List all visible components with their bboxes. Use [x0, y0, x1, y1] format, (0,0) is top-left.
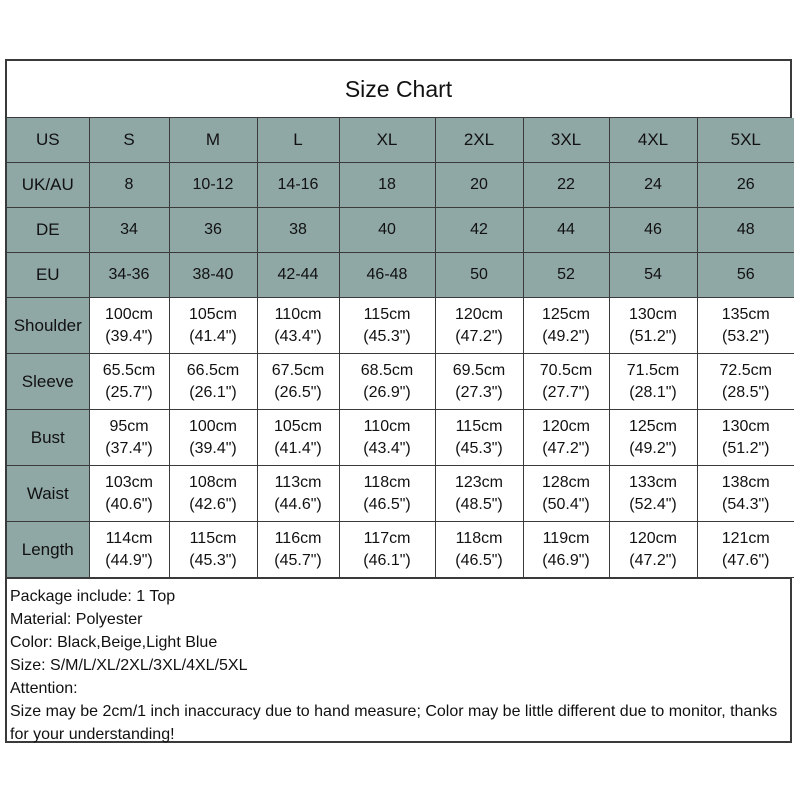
measurement-cell	[435, 410, 523, 466]
chart-title: Size Chart	[7, 61, 790, 118]
size-cell: 36	[169, 208, 257, 253]
measurement-inch: (46.9")	[542, 551, 590, 569]
size-chart	[5, 59, 792, 743]
measurement-cm: 120cm	[541, 417, 591, 435]
size-cell: 38-40	[169, 253, 257, 298]
measurement-cm: 118cm	[455, 529, 503, 547]
measurement-cell	[435, 354, 523, 410]
measurement-cm: 115cm	[189, 529, 237, 547]
measurement-inch: (25.7")	[105, 383, 153, 401]
size-table-body	[7, 118, 794, 578]
measurement-cell	[697, 354, 794, 410]
row-header: US	[7, 118, 89, 163]
size-cell: 46	[609, 208, 697, 253]
measurement-inch: (28.1")	[629, 383, 677, 401]
size-cell: S	[89, 118, 169, 163]
measurement-cm: 72.5cm	[719, 361, 772, 379]
measurement-inch: (47.2")	[542, 439, 590, 457]
size-cell: 8	[89, 163, 169, 208]
measurement-inch: (41.4")	[274, 439, 322, 457]
measurement-cm: 113cm	[274, 473, 322, 491]
measurement-cell	[609, 354, 697, 410]
note-package: Package include: 1 Top	[10, 588, 176, 605]
measurement-row-sleeve	[7, 354, 794, 410]
product-notes	[7, 578, 790, 746]
measurement-cell	[169, 354, 257, 410]
measurement-inch: (44.6")	[274, 495, 322, 513]
measurement-cm: 130cm	[721, 417, 770, 435]
measurement-inch: (26.5")	[274, 383, 322, 401]
measurement-inch: (26.9")	[363, 383, 411, 401]
measurement-cm: 128cm	[541, 473, 591, 491]
measurement-cell	[697, 522, 794, 578]
measurement-cm: 71.5cm	[626, 361, 680, 379]
measurement-cm: 125cm	[541, 305, 591, 323]
size-cell: 34-36	[89, 253, 169, 298]
measurement-cm: 115cm	[455, 417, 503, 435]
measurement-cm: 95cm	[109, 417, 149, 435]
measurement-cell	[257, 522, 339, 578]
measurement-cm: 130cm	[628, 305, 678, 323]
measurement-inch: (39.4")	[105, 327, 153, 345]
measurement-cm: 138cm	[721, 473, 770, 491]
measurement-cm: 105cm	[188, 305, 238, 323]
row-header: Bust	[7, 410, 89, 466]
size-cell: 50	[435, 253, 523, 298]
measurement-inch: (53.2")	[722, 327, 770, 345]
measurement-cm: 65.5cm	[102, 361, 156, 379]
measurement-cell	[523, 354, 609, 410]
size-cell: 46-48	[339, 253, 435, 298]
measurement-inch: (45.3")	[189, 551, 237, 569]
size-cell: L	[257, 118, 339, 163]
size-row-us	[7, 118, 794, 163]
measurement-cell	[169, 410, 257, 466]
measurement-cm: 120cm	[454, 305, 504, 323]
measurement-cell	[609, 522, 697, 578]
measurement-cell	[435, 522, 523, 578]
row-header: EU	[7, 253, 89, 298]
size-cell: 26	[697, 163, 794, 208]
measurement-cm: 70.5cm	[539, 361, 593, 379]
row-header: Waist	[7, 466, 89, 522]
measurement-cell	[523, 466, 609, 522]
measurement-inch: (54.3")	[722, 495, 770, 513]
size-cell: 2XL	[435, 118, 523, 163]
measurement-cell	[169, 466, 257, 522]
measurement-cm: 66.5cm	[186, 361, 240, 379]
measurement-cell	[339, 410, 435, 466]
measurement-cm: 68.5cm	[360, 361, 414, 379]
measurement-cm: 114cm	[105, 529, 153, 547]
row-header: Sleeve	[7, 354, 89, 410]
row-header: Shoulder	[7, 298, 89, 354]
measurement-cell	[257, 410, 339, 466]
measurement-row-shoulder	[7, 298, 794, 354]
size-cell: 20	[435, 163, 523, 208]
measurement-inch: (28.5")	[722, 383, 770, 401]
measurement-inch: (50.4")	[542, 495, 590, 513]
measurement-cell	[523, 298, 609, 354]
measurement-cell	[697, 466, 794, 522]
measurement-inch: (39.4")	[189, 439, 237, 457]
measurement-inch: (47.6")	[722, 551, 770, 569]
size-cell: 14-16	[257, 163, 339, 208]
measurement-cell	[523, 522, 609, 578]
measurement-cell	[697, 298, 794, 354]
measurement-inch: (49.2")	[629, 439, 677, 457]
measurement-inch: (48.5")	[455, 495, 503, 513]
size-cell: 3XL	[523, 118, 609, 163]
measurement-inch: (46.5")	[455, 551, 503, 569]
size-cell: 22	[523, 163, 609, 208]
note-color: Color: Black,Beige,Light Blue	[10, 634, 218, 651]
measurement-cm: 67.5cm	[271, 361, 325, 379]
measurement-cell	[339, 466, 435, 522]
measurement-inch: (47.2")	[629, 551, 677, 569]
measurement-inch: (45.7")	[274, 551, 322, 569]
measurement-inch: (41.4")	[189, 327, 237, 345]
measurement-cell	[89, 522, 169, 578]
measurement-inch: (27.3")	[455, 383, 503, 401]
measurement-cell	[257, 298, 339, 354]
measurement-cell	[339, 522, 435, 578]
measurement-cm: 105cm	[273, 417, 323, 435]
row-header: DE	[7, 208, 89, 253]
measurement-cell	[523, 410, 609, 466]
measurement-cm: 115cm	[363, 305, 411, 323]
measurement-cm: 120cm	[628, 529, 678, 547]
note-disclaimer: Size may be 2cm/1 inch inaccuracy due to hand measure; Color may be little different due to monitor, thanks for your understanding!	[10, 703, 778, 743]
size-cell: 42	[435, 208, 523, 253]
measurement-cm: 116cm	[274, 529, 322, 547]
size-cell: 24	[609, 163, 697, 208]
measurement-inch: (45.3")	[455, 439, 503, 457]
measurement-inch: (47.2")	[455, 327, 503, 345]
measurement-inch: (43.4")	[363, 439, 411, 457]
size-cell: M	[169, 118, 257, 163]
measurement-cell	[609, 410, 697, 466]
measurement-cm: 135cm	[721, 305, 770, 323]
measurement-cm: 100cm	[104, 305, 154, 323]
size-row-de	[7, 208, 794, 253]
measurement-inch: (26.1")	[189, 383, 237, 401]
size-cell: 42-44	[257, 253, 339, 298]
measurement-cell	[257, 466, 339, 522]
measurement-inch: (52.4")	[629, 495, 677, 513]
size-cell: 10-12	[169, 163, 257, 208]
row-header: UK/AU	[7, 163, 89, 208]
size-table	[7, 118, 794, 578]
measurement-cm: 119cm	[542, 529, 590, 547]
measurement-cm: 100cm	[188, 417, 238, 435]
measurement-cm: 117cm	[363, 529, 411, 547]
measurement-cm: 133cm	[628, 473, 678, 491]
size-cell: 5XL	[697, 118, 794, 163]
size-cell: 48	[697, 208, 794, 253]
size-row-uk-au	[7, 163, 794, 208]
measurement-inch: (43.4")	[274, 327, 322, 345]
measurement-cm: 103cm	[104, 473, 154, 491]
measurement-inch: (27.7")	[542, 383, 590, 401]
measurement-inch: (37.4")	[105, 439, 153, 457]
measurement-cm: 108cm	[188, 473, 238, 491]
measurement-cell	[169, 522, 257, 578]
measurement-inch: (51.2")	[629, 327, 677, 345]
measurement-inch: (46.5")	[363, 495, 411, 513]
measurement-cm: 123cm	[454, 473, 504, 491]
measurement-row-waist	[7, 466, 794, 522]
size-cell: XL	[339, 118, 435, 163]
size-cell: 34	[89, 208, 169, 253]
size-cell: 18	[339, 163, 435, 208]
measurement-cm: 69.5cm	[452, 361, 506, 379]
measurement-inch: (49.2")	[542, 327, 590, 345]
measurement-cell	[89, 410, 169, 466]
measurement-cell	[169, 298, 257, 354]
measurement-cm: 125cm	[628, 417, 678, 435]
row-header: Length	[7, 522, 89, 578]
measurement-inch: (51.2")	[722, 439, 770, 457]
measurement-cell	[435, 298, 523, 354]
size-row-eu	[7, 253, 794, 298]
measurement-row-bust	[7, 410, 794, 466]
measurement-cell	[257, 354, 339, 410]
measurement-cell	[609, 466, 697, 522]
measurement-cell	[609, 298, 697, 354]
measurement-inch: (46.1")	[363, 551, 411, 569]
measurement-row-length	[7, 522, 794, 578]
measurement-cell	[339, 354, 435, 410]
measurement-inch: (45.3")	[363, 327, 411, 345]
size-cell: 52	[523, 253, 609, 298]
size-cell: 44	[523, 208, 609, 253]
note-size: Size: S/M/L/XL/2XL/3XL/4XL/5XL	[10, 657, 248, 674]
measurement-cell	[89, 466, 169, 522]
measurement-cm: 118cm	[363, 473, 411, 491]
size-cell: 4XL	[609, 118, 697, 163]
measurement-cell	[89, 298, 169, 354]
size-cell: 54	[609, 253, 697, 298]
note-attention: Attention:	[10, 680, 78, 697]
measurement-inch: (40.6")	[105, 495, 153, 513]
measurement-cm: 110cm	[274, 305, 322, 323]
size-cell: 38	[257, 208, 339, 253]
measurement-cell	[697, 410, 794, 466]
measurement-cell	[339, 298, 435, 354]
measurement-cell	[89, 354, 169, 410]
measurement-inch: (42.6")	[189, 495, 237, 513]
measurement-cell	[435, 466, 523, 522]
note-material: Material: Polyester	[10, 611, 143, 628]
measurement-inch: (44.9")	[105, 551, 153, 569]
size-cell: 56	[697, 253, 794, 298]
size-cell: 40	[339, 208, 435, 253]
measurement-cm: 110cm	[363, 417, 411, 435]
measurement-cm: 121cm	[721, 529, 770, 547]
